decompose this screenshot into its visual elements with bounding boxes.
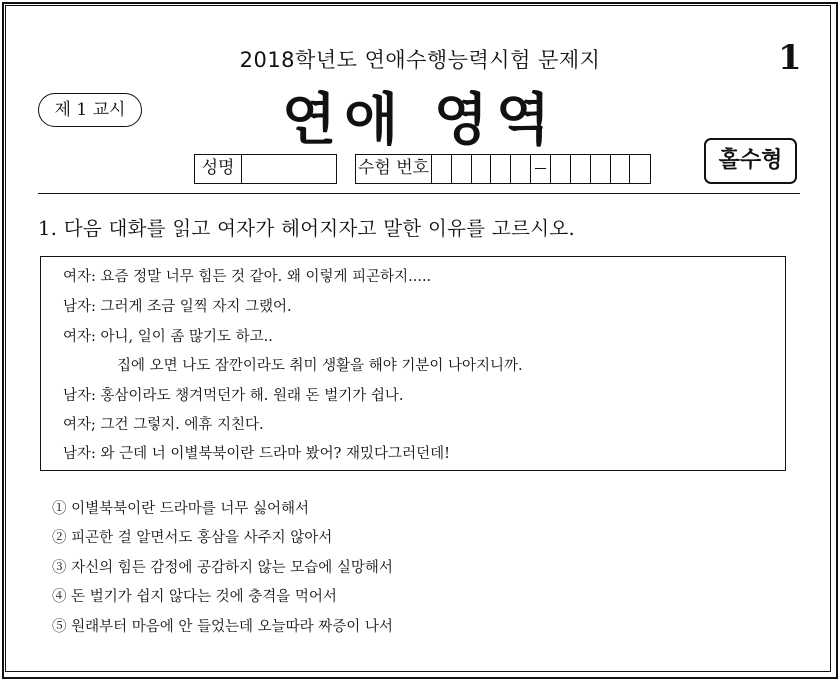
- question-text: 1. 다음 대화를 읽고 여자가 헤어지자고 말한 이유를 고르시오.: [38, 217, 575, 240]
- exam-id-digit-cell[interactable]: [571, 155, 591, 183]
- exam-id-label: 수험 번호: [356, 155, 432, 183]
- exam-id-digit-cell[interactable]: [551, 155, 571, 183]
- answer-choice-2[interactable]: ② 피곤한 걸 알면서도 홍삼을 사주지 않아서: [52, 530, 333, 546]
- exam-id-digit-cell[interactable]: [630, 155, 650, 183]
- answer-choice-1[interactable]: ① 이별북북이란 드라마를 너무 싫어해서: [52, 501, 310, 517]
- exam-id-digit-cell[interactable]: [511, 155, 531, 183]
- dialog-line: 남자: 와 근데 너 이별북북이란 드라마 봤어? 재밌다그러던데!: [63, 446, 450, 462]
- exam-id-digit-cell[interactable]: [591, 155, 611, 183]
- dialog-line: 여자: 아니, 일이 좀 많기도 하고..: [63, 329, 273, 345]
- name-field[interactable]: [194, 154, 337, 184]
- dialog-line: 집에 오면 나도 잠깐이라도 취미 생활을 해야 기분이 나아지니까.: [117, 358, 523, 374]
- answer-choice-5[interactable]: ⑤ 원래부터 마음에 안 들었는데 오늘따라 짜증이 나서: [52, 619, 393, 635]
- page-title: 연애 영역: [282, 88, 558, 153]
- exam-id-dash: [531, 155, 551, 183]
- dialog-line: 남자: 그러게 조금 일찍 자지 그랬어.: [63, 299, 292, 315]
- dialog-line: 남자: 홍삼이라도 챙겨먹던가 해. 원래 돈 벌기가 쉽나.: [63, 388, 404, 404]
- exam-id-digit-cell[interactable]: [452, 155, 472, 183]
- name-label: 성명: [195, 155, 242, 183]
- exam-id-field[interactable]: [355, 154, 651, 184]
- header-divider: [38, 193, 800, 194]
- answer-choice-4[interactable]: ④ 돈 벌기가 쉽지 않다는 것에 충격을 먹어서: [52, 589, 337, 605]
- exam-id-digit-cell[interactable]: [472, 155, 492, 183]
- exam-id-digit-cell[interactable]: [491, 155, 511, 183]
- exam-subtitle: 2018학년도 연애수행능력시험 문제지: [239, 48, 601, 72]
- page-number: 1: [778, 38, 802, 78]
- dialog-line: 여자: 요즘 정말 너무 힘든 것 같아. 왜 이렇게 피곤하지.....: [63, 269, 432, 285]
- exam-id-digit-cell[interactable]: [611, 155, 631, 183]
- period-badge: 제 1 교시: [38, 93, 142, 127]
- answer-choice-3[interactable]: ③ 자신의 힘든 감정에 공감하지 않는 모습에 실망해서: [52, 560, 393, 576]
- test-type-badge: 홀수형: [704, 138, 797, 184]
- exam-id-digit-cell[interactable]: [432, 155, 452, 183]
- dialog-line: 여자; 그건 그렇지. 에휴 지친다.: [63, 417, 264, 433]
